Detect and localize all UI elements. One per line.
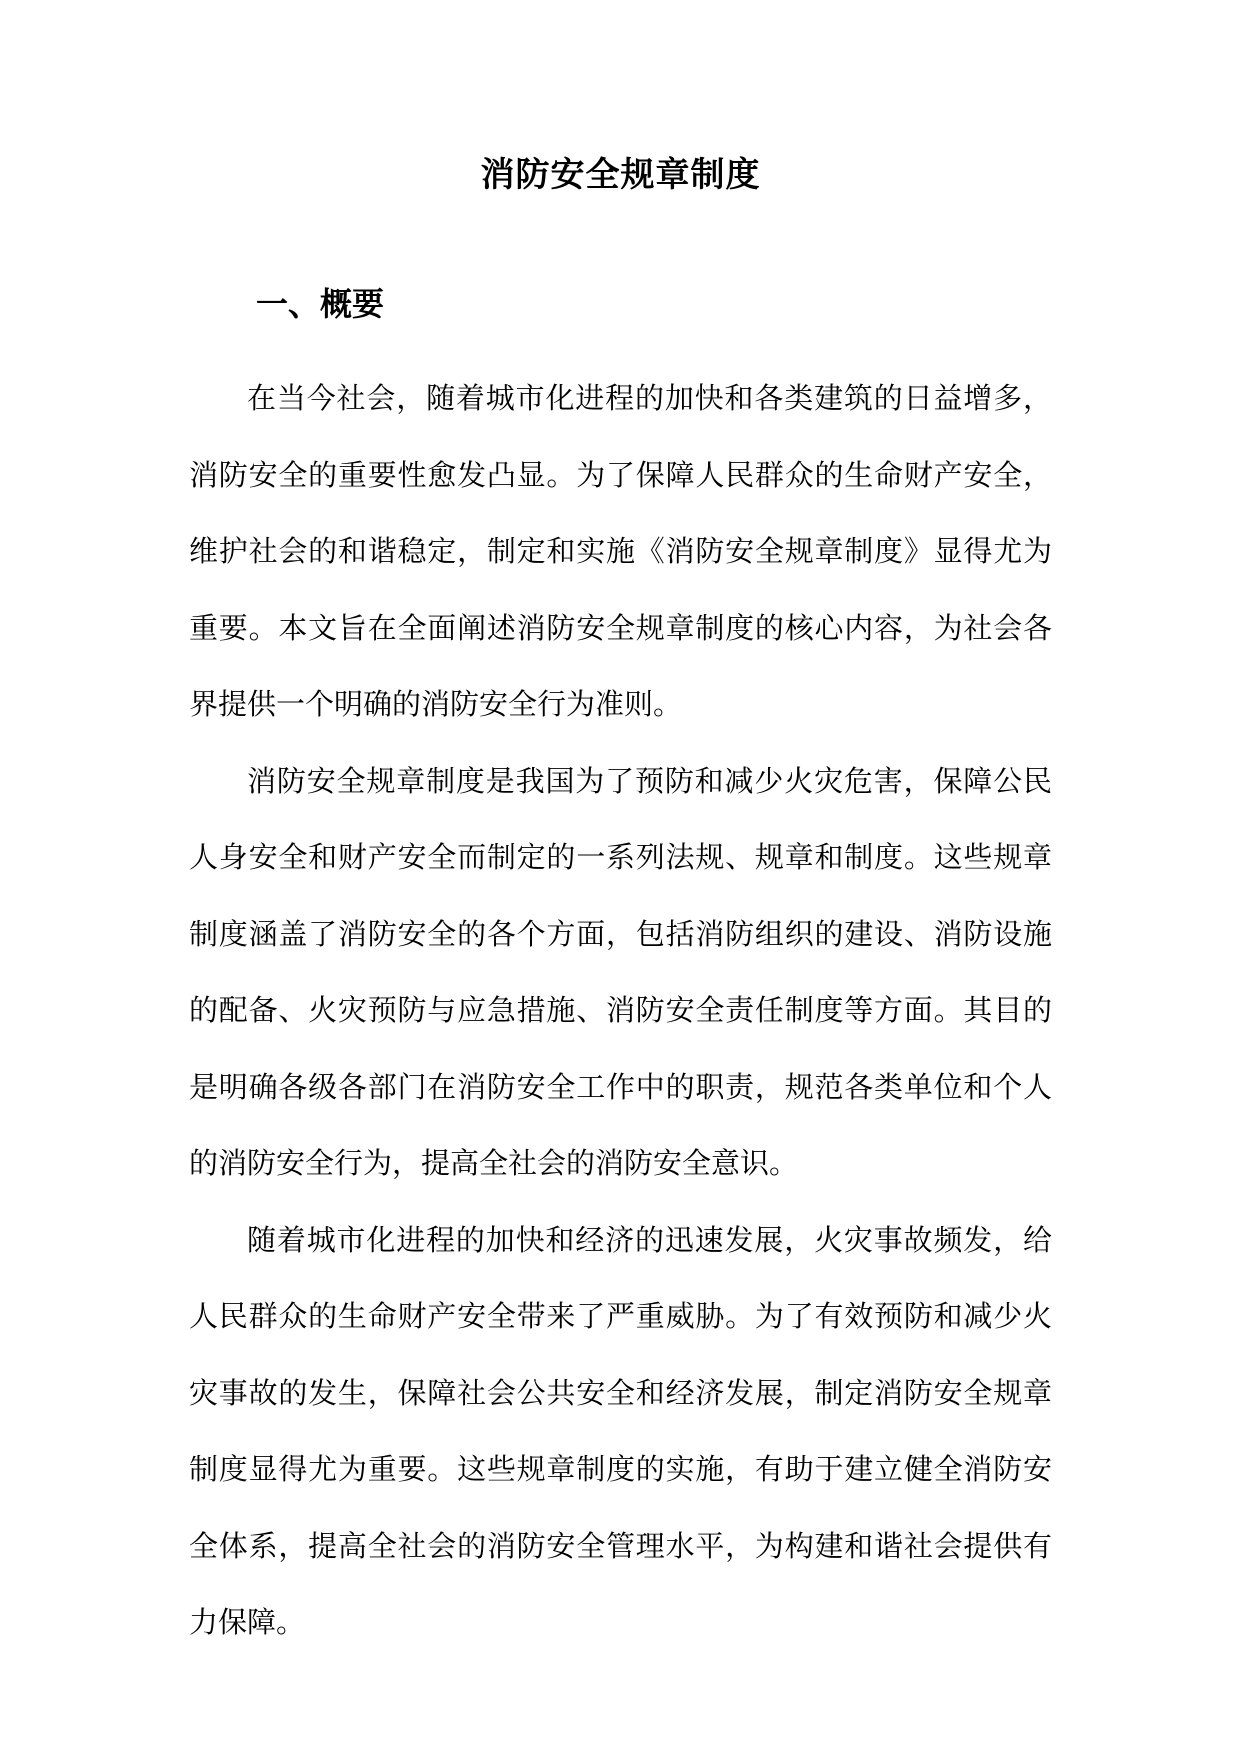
paragraph-3: 随着城市化进程的加快和经济的迅速发展，火灾事故频发，给人民群众的生命财产安全带来了严重威胁。为了有效预防和减少火灾事故的发生，保障社会公共安全和经济发展，制定消防安全规章制度显得尤为重要。这些规章制度的实施，有助于建立健全消防安全体系，提高全社会的消防安全管理水平，为构建和谐社会提供有力保障。: [189, 1222, 1052, 1639]
paragraph-2: 消防安全规章制度是我国为了预防和减少火灾危害，保障公民人身安全和财产安全而制定的一系列法规、规章和制度。这些规章制度涵盖了消防安全的各个方面，包括消防组织的建设、消防设施的配备、火灾预防与应急措施、消防安全责任制度等方面。其目的是明确各级各部门在消防安全工作中的职责，规范各类单位和个人的消防安全行为，提高全社会的消防安全意识。: [189, 763, 1052, 1180]
document-body: [189, 360, 1052, 1661]
paragraph-1: 在当今社会，随着城市化进程的加快和各类建筑的日益增多，消防安全的重要性愈发凸显。为了保障人民群众的生命财产安全，维护社会的和谐稳定，制定和实施《消防安全规章制度》显得尤为重要。本文旨在全面阐述消防安全规章制度的核心内容，为社会各界提供一个明确的消防安全行为准则。: [189, 381, 1052, 721]
section-heading-overview: 一、概要: [256, 285, 385, 323]
document-title: 消防安全规章制度: [480, 155, 761, 195]
